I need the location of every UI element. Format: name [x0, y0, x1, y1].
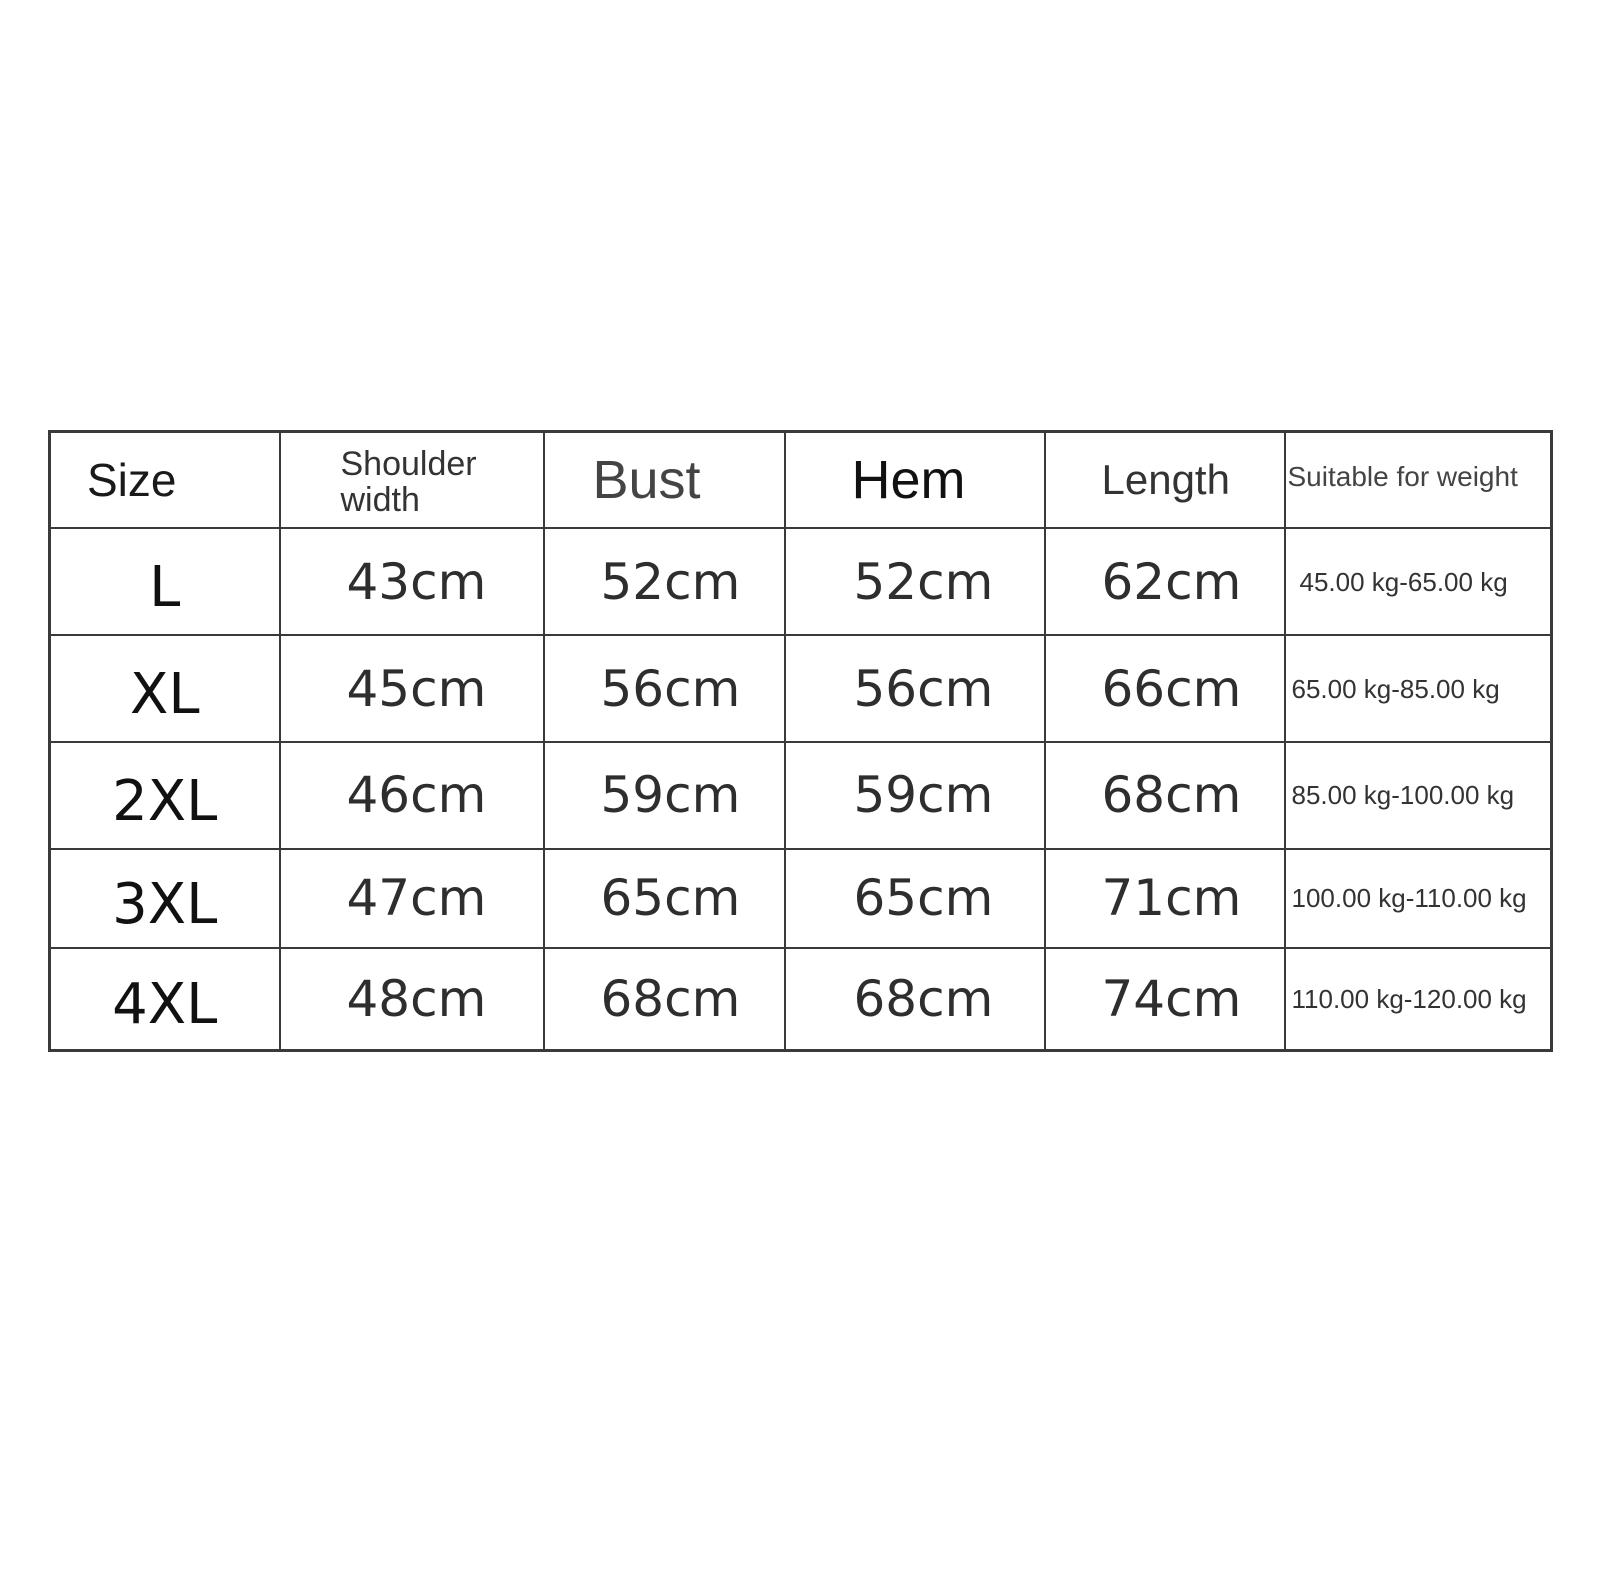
length-cell: 66cm [1045, 635, 1285, 742]
shoulder-cell: 43cm [280, 528, 544, 635]
header-hem: Hem [785, 432, 1045, 529]
size-cell: L [50, 528, 280, 635]
shoulder-cell: 47cm [280, 849, 544, 948]
table-row [50, 635, 1552, 742]
size-cell: 4XL [50, 948, 280, 1051]
size-cell: 3XL [50, 849, 280, 948]
bust-cell: 56cm [544, 635, 785, 742]
length-cell: 74cm [1045, 948, 1285, 1051]
header-suitable-weight: Suitable for weight [1285, 432, 1552, 529]
bust-cell: 68cm [544, 948, 785, 1051]
hem-cell: 65cm [785, 849, 1045, 948]
header-shoulder-width: Shoulder width [280, 432, 544, 529]
hem-cell: 56cm [785, 635, 1045, 742]
shoulder-cell: 45cm [280, 635, 544, 742]
shoulder-cell: 46cm [280, 742, 544, 849]
weight-cell: 100.00 kg-110.00 kg [1285, 849, 1552, 948]
table-row [50, 948, 1552, 1051]
length-cell: 71cm [1045, 849, 1285, 948]
table-row [50, 742, 1552, 849]
hem-cell: 68cm [785, 948, 1045, 1051]
header-bust: Bust [544, 432, 785, 529]
length-cell: 62cm [1045, 528, 1285, 635]
header-size: Size [50, 432, 280, 529]
table-row [50, 849, 1552, 948]
header-length: Length [1045, 432, 1285, 529]
hem-cell: 52cm [785, 528, 1045, 635]
size-cell: XL [50, 635, 280, 742]
weight-cell: 65.00 kg-85.00 kg [1285, 635, 1552, 742]
bust-cell: 52cm [544, 528, 785, 635]
header-row [50, 432, 1552, 529]
bust-cell: 65cm [544, 849, 785, 948]
bust-cell: 59cm [544, 742, 785, 849]
size-chart-table [48, 430, 1553, 1052]
size-cell: 2XL [50, 742, 280, 849]
table-row [50, 528, 1552, 635]
weight-cell: 45.00 kg-65.00 kg [1285, 528, 1552, 635]
hem-cell: 59cm [785, 742, 1045, 849]
length-cell: 68cm [1045, 742, 1285, 849]
weight-cell: 110.00 kg-120.00 kg [1285, 948, 1552, 1051]
weight-cell: 85.00 kg-100.00 kg [1285, 742, 1552, 849]
shoulder-cell: 48cm [280, 948, 544, 1051]
